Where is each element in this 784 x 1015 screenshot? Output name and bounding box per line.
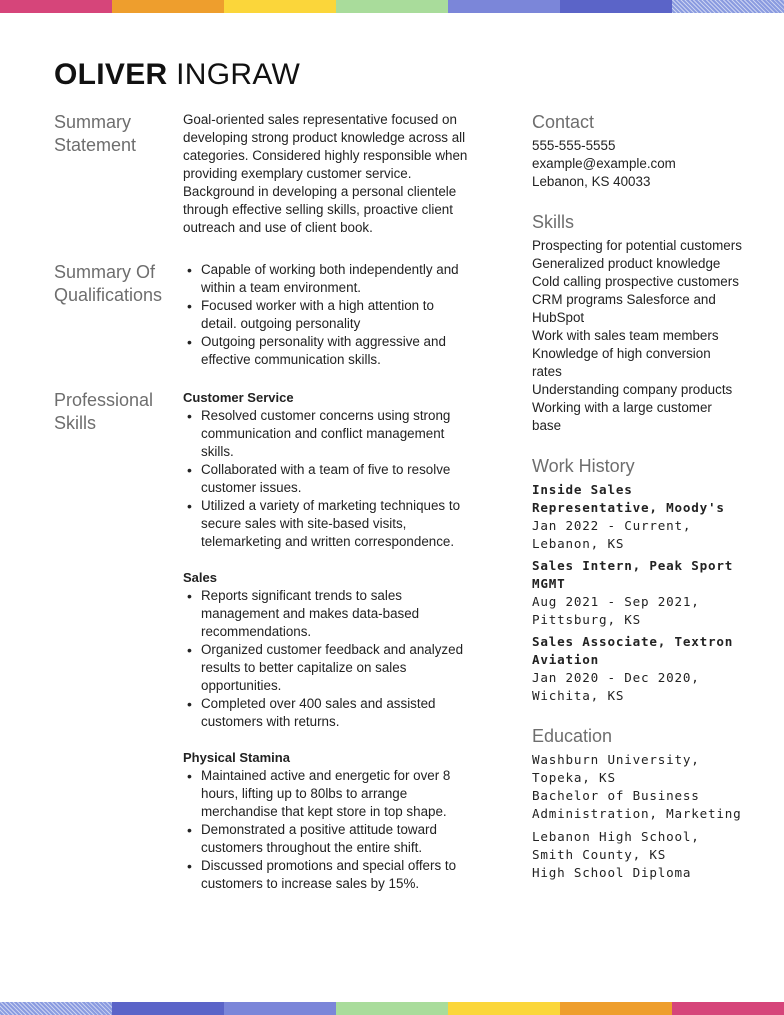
- contact-email: example@example.com: [532, 156, 676, 171]
- qualifications-list: [183, 261, 473, 369]
- education-degree: Bachelor of Business Administration, Marketing: [532, 788, 742, 821]
- professional-skills-section: [54, 389, 474, 893]
- skills-list: [532, 237, 742, 435]
- education-entry: [532, 751, 742, 823]
- section-heading: Education: [532, 726, 613, 746]
- stripe-segment: [336, 0, 448, 13]
- stripe-segment: [112, 0, 224, 13]
- skill-item: Working with a large customer base: [532, 400, 712, 433]
- qualifications-body: [183, 261, 473, 369]
- skill-item: Work with sales team members: [532, 328, 719, 343]
- qualification-item: • Outgoing personality with aggressive and effective communication skills.: [183, 333, 473, 369]
- job-location: Lebanon, KS: [532, 536, 625, 551]
- section-heading: Contact: [532, 112, 595, 132]
- job-dates: Aug 2021 - Sep 2021,: [532, 594, 700, 609]
- skill-group-item: • Collaborated with a team of five to resolve customer issues.: [183, 461, 473, 497]
- contact-section: [532, 111, 742, 191]
- contact-phone: 555-555-5555: [532, 138, 616, 153]
- summary-section: [54, 111, 474, 261]
- education-school: Washburn University, Topeka, KS: [532, 752, 700, 785]
- resume-name: [54, 58, 300, 92]
- professional-skills-body: [183, 389, 473, 893]
- section-heading: Skills: [532, 212, 575, 232]
- job-location: Wichita, KS: [532, 688, 625, 703]
- education-entry: [532, 828, 742, 882]
- work-history-section: [532, 455, 742, 705]
- job-title: Sales Associate, Textron Aviation: [532, 634, 734, 667]
- skill-item: Understanding company products: [532, 382, 733, 397]
- section-label: Professional Skills: [54, 390, 154, 433]
- skill-group-list: [183, 587, 473, 731]
- contact-location: Lebanon, KS 40033: [532, 174, 651, 189]
- summary-text: Goal-oriented sales representative focused on developing strong product knowledge across all categories. Considered highly responsible when providing exemplary customer service. Background in developing a personal clientele through effective selling skills, proactive client outreach and use of client book.: [183, 112, 468, 235]
- skill-group-item: • Resolved customer concerns using strong communication and conflict management skills.: [183, 407, 473, 461]
- stripe-segment: [672, 1002, 784, 1015]
- skill-item: Generalized product knowledge: [532, 256, 721, 271]
- skill-group-title: Sales: [183, 570, 217, 585]
- skill-item: Prospecting for potential customers: [532, 238, 742, 253]
- skill-group-title: Physical Stamina: [183, 750, 290, 765]
- qualifications-section: [54, 261, 474, 389]
- job-dates: Jan 2022 - Current,: [532, 518, 692, 533]
- qualification-item: • Focused worker with a high attention to detail. outgoing personality: [183, 297, 473, 333]
- stripe-segment: [0, 1002, 112, 1015]
- job-title: Sales Intern, Peak Sport MGMT: [532, 558, 734, 591]
- skill-group-item: • Maintained active and energetic for over 8 hours, lifting up to 80lbs to arrange merchandise that kept store in top shape.: [183, 767, 473, 821]
- skill-item: Cold calling prospective customers: [532, 274, 739, 289]
- job-entry: [532, 557, 742, 629]
- skill-group-list: [183, 767, 473, 893]
- skills-section: [532, 211, 742, 435]
- top-color-stripe: [0, 0, 784, 13]
- stripe-segment: [448, 0, 560, 13]
- stripe-segment: [672, 0, 784, 13]
- job-dates: Jan 2020 - Dec 2020,: [532, 670, 700, 685]
- skill-group: [183, 749, 473, 893]
- job-entry: [532, 633, 742, 705]
- skill-group-item: • Demonstrated a positive attitude toward customers throughout the entire shift.: [183, 821, 473, 857]
- stripe-segment: [112, 1002, 224, 1015]
- skill-item: Knowledge of high conversion rates: [532, 346, 711, 379]
- skill-group: [183, 389, 473, 551]
- education-section: [532, 725, 742, 882]
- section-label: Summary Statement: [54, 112, 137, 155]
- stripe-segment: [0, 0, 112, 13]
- skill-group-item: • Discussed promotions and special offers to customers to increase sales by 15%.: [183, 857, 473, 893]
- bottom-color-stripe: [0, 1002, 784, 1015]
- skill-group: [183, 569, 473, 731]
- stripe-segment: [560, 1002, 672, 1015]
- stripe-segment: [224, 1002, 336, 1015]
- section-label: Summary Of Qualifications: [54, 262, 163, 305]
- skill-group-title: Customer Service: [183, 390, 294, 405]
- job-title: Inside Sales Representative, Moody's: [532, 482, 725, 515]
- skill-item: CRM programs Salesforce and HubSpot: [532, 292, 716, 325]
- section-heading: Work History: [532, 456, 635, 476]
- job-entry: [532, 481, 742, 553]
- stripe-segment: [224, 0, 336, 13]
- qualification-item: • Capable of working both independently and within a team environment.: [183, 261, 473, 297]
- sidebar-column: [532, 111, 742, 902]
- main-column: [54, 111, 474, 911]
- education-list: [532, 751, 742, 882]
- skill-group-item: • Reports significant trends to sales management and makes data-based recommendations.: [183, 587, 473, 641]
- stripe-segment: [560, 0, 672, 13]
- skill-group-list: [183, 407, 473, 551]
- stripe-segment: [336, 1002, 448, 1015]
- education-degree: High School Diploma: [532, 865, 692, 880]
- skill-group-item: • Utilized a variety of marketing techniques to secure sales with site-based visits, telemarketing and written correspondence.: [183, 497, 473, 551]
- last-name: INGRAW: [176, 58, 301, 91]
- skill-group-item: • Organized customer feedback and analyzed results to better capitalize on sales opportunities.: [183, 641, 473, 695]
- job-location: Pittsburg, KS: [532, 612, 641, 627]
- first-name: OLIVER: [54, 58, 168, 91]
- stripe-segment: [448, 1002, 560, 1015]
- skill-group-item: • Completed over 400 sales and assisted customers with returns.: [183, 695, 473, 731]
- jobs-list: [532, 481, 742, 705]
- education-school: Lebanon High School, Smith County, KS: [532, 829, 700, 862]
